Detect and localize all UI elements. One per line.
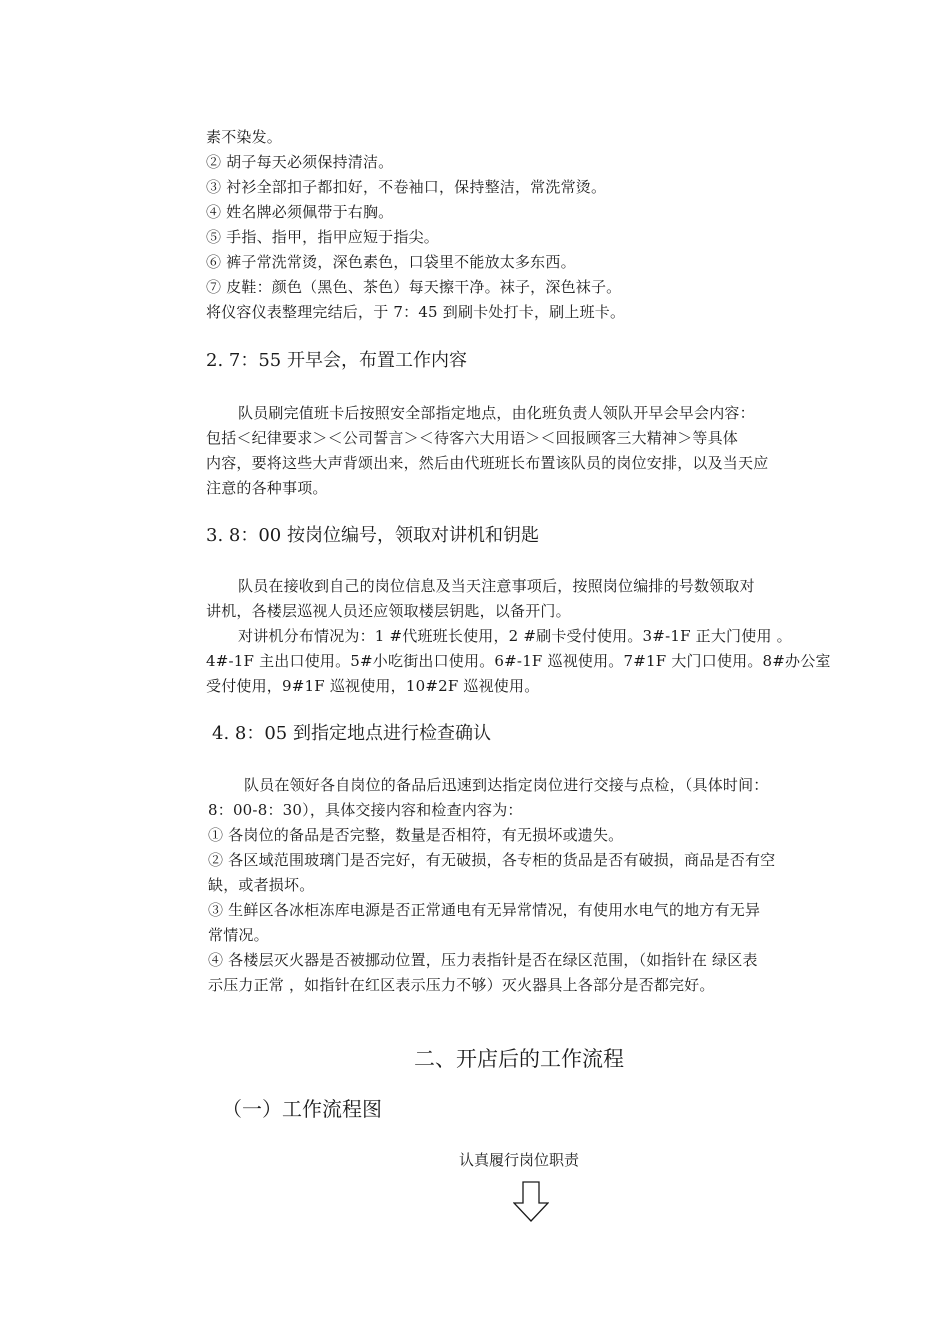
- list-item: ⑥ 裤子常洗常烫，深色素色，口袋里不能放太多东西。: [206, 253, 576, 271]
- paragraph-line: 包括＜纪律要求＞＜公司誓言＞＜待客六大用语＞＜回报顾客三大精神＞等具体: [206, 429, 739, 447]
- section-title: 二、开店后的工作流程: [414, 1047, 624, 1071]
- paragraph-line: 队员在接收到自己的岗位信息及当天注意事项后，按照岗位编排的号数领取对: [238, 577, 755, 595]
- list-item: ② 胡子每天必须保持清洁。: [206, 153, 394, 171]
- paragraph-line: 队员刷完值班卡后按照安全部指定地点，由化班负责人领队开早会早会内容：: [238, 404, 755, 422]
- paragraph-line: 缺，或者损坏。: [208, 876, 315, 894]
- paragraph-line: 讲机，各楼层巡视人员还应领取楼层钥匙，以备开门。: [206, 602, 571, 620]
- paragraph-line: 8：00-8：30），具体交接内容和检查内容为：: [208, 801, 523, 819]
- text-line: 将仪容仪表整理完结后，于 7：45 到刷卡处打卡，刷上班卡。: [206, 303, 626, 321]
- list-item: ④ 姓名牌必须佩带于右胸。: [206, 203, 394, 221]
- section-heading: 2. 7：55 开早会，布置工作内容: [206, 350, 467, 371]
- list-item: ① 各岗位的备品是否完整，数量是否相符，有无损坏或遗失。: [208, 826, 624, 844]
- down-arrow-icon: [513, 1181, 549, 1223]
- paragraph-line: 常情况。: [208, 926, 269, 944]
- list-item: ② 各区域范围玻璃门是否完好，有无破损，各专柜的货品是否有破损，商品是否有空: [208, 851, 776, 869]
- list-item: ③ 生鲜区各冰柜冻库电源是否正常通电有无异常情况，有使用水电气的地方有无异: [208, 901, 761, 919]
- text-line: 素不染发。: [206, 128, 283, 146]
- section-heading: 3. 8：00 按岗位编号，领取对讲机和钥匙: [206, 525, 539, 546]
- sub-title: （一）工作流程图: [222, 1097, 382, 1121]
- list-item: ④ 各楼层灭火器是否被挪动位置，压力表指针是否在绿区范围，（如指针在 绿区表: [208, 951, 758, 969]
- section-heading: 4. 8：05 到指定地点进行检查确认: [212, 723, 491, 744]
- paragraph-line: 内容，要将这些大声背颂出来，然后由代班班长布置该队员的岗位安排，以及当天应: [206, 454, 769, 472]
- paragraph-line: 队员在领好各自岗位的备品后迅速到达指定岗位进行交接与点检，（具体时间：: [244, 776, 769, 794]
- list-item: ⑦ 皮鞋：颜色（黑色、茶色）每天擦干净。袜子，深色袜子。: [206, 278, 622, 296]
- paragraph-line: 注意的各种事项。: [206, 479, 328, 497]
- paragraph-line: 4#-1F 主出口使用。5#小吃街出口使用。6#-1F 巡视使用。7#1F 大门口使用。8#办公室: [206, 652, 831, 670]
- paragraph-line: 示压力正常 ，如指针在红区表示压力不够）灭火器具上各部分是否都完好。: [208, 976, 715, 994]
- list-item: ③ 衬衫全部扣子都扣好，不卷袖口，保持整洁，常洗常烫。: [206, 178, 607, 196]
- paragraph-line: 受付使用，9#1F 巡视使用，10#2F 巡视使用。: [206, 677, 540, 695]
- flow-step: 认真履行岗位职责: [459, 1151, 580, 1169]
- paragraph-line: 对讲机分布情况为：1 #代班班长使用，2 #刷卡受付使用。3#-1F 正大门使用 。: [238, 627, 792, 645]
- list-item: ⑤ 手指、指甲，指甲应短于指尖。: [206, 228, 439, 246]
